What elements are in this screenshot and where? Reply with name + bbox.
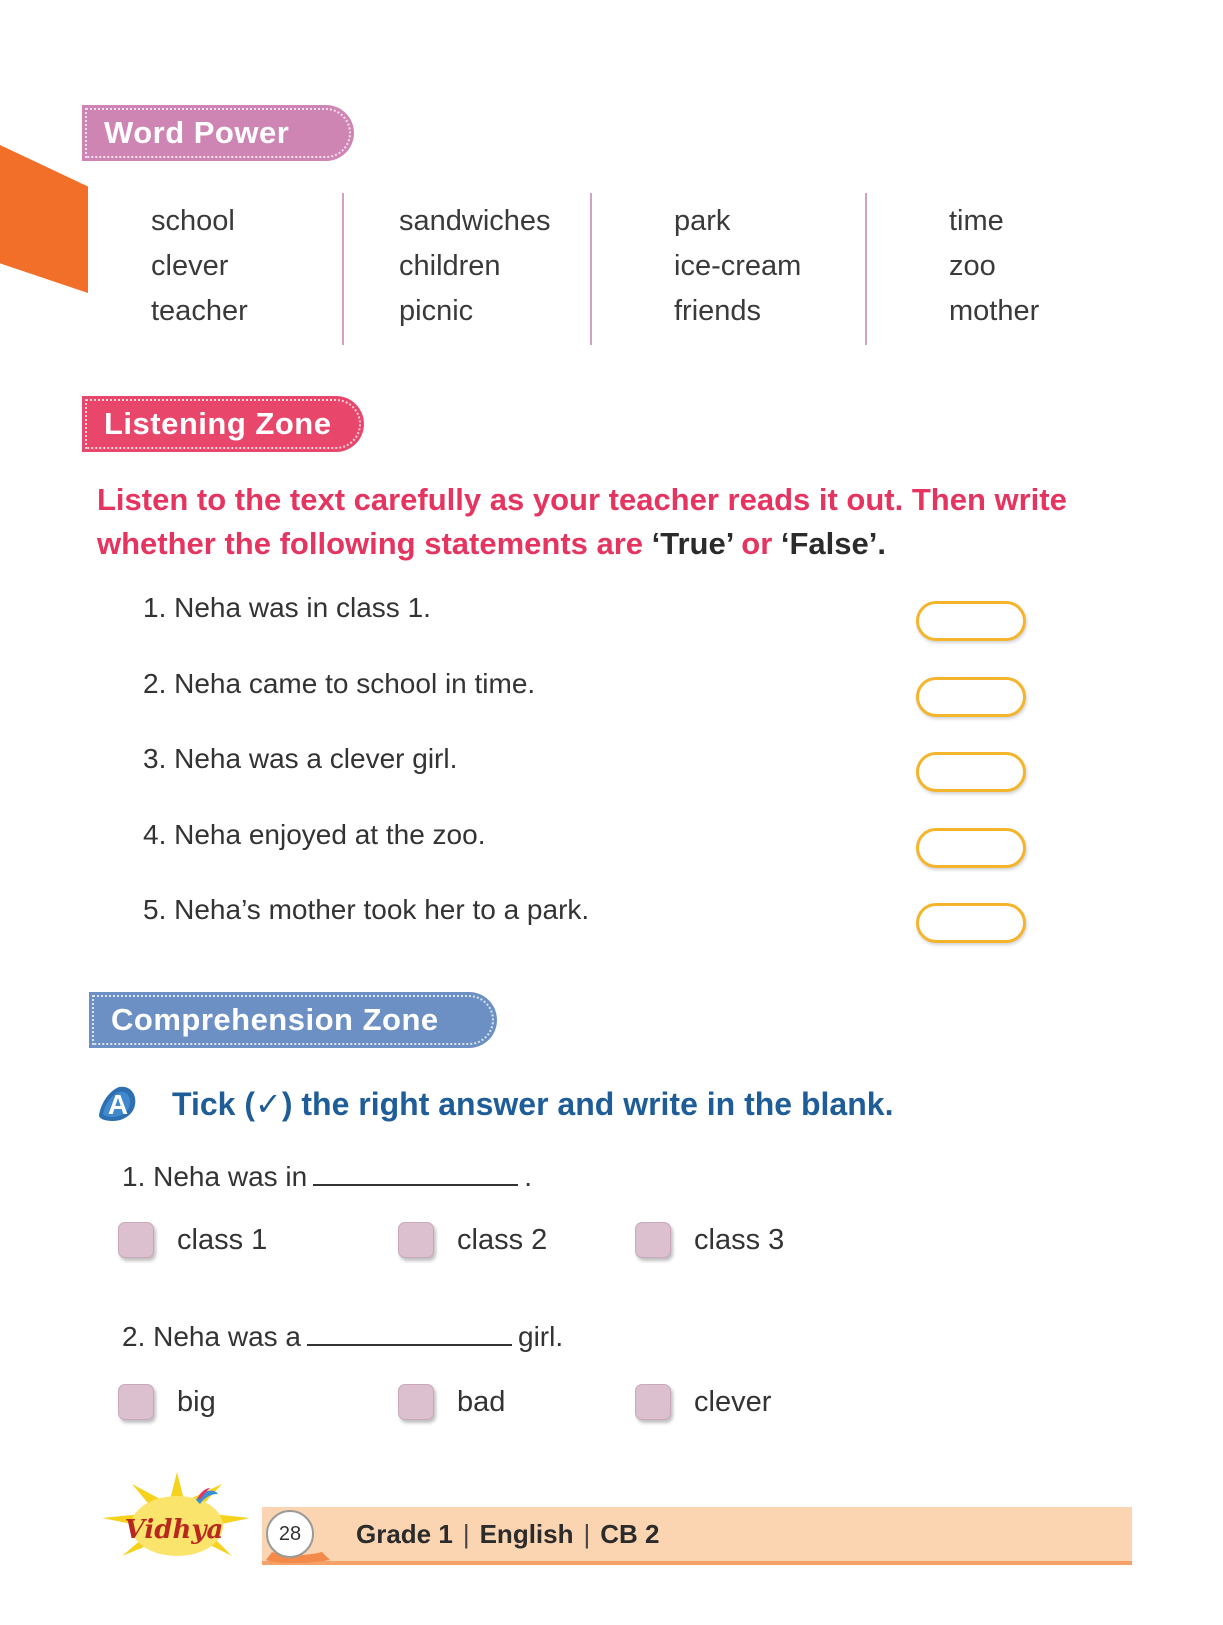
question-1-prefix: 1. Neha was in — [122, 1161, 308, 1192]
answer-box-4[interactable] — [916, 828, 1026, 868]
tick-instruction: Tick (✓) the right answer and write in the blank. — [172, 1086, 894, 1122]
word-column-3 — [592, 193, 867, 345]
orange-corner-decoration — [0, 145, 88, 293]
word: mother — [949, 295, 1040, 327]
footer-text — [356, 1519, 660, 1550]
logo-text: Vidhya — [124, 1515, 224, 1545]
word-column-2 — [344, 193, 592, 345]
false-word: ‘False’ — [780, 526, 878, 561]
q2-option-3[interactable] — [635, 1384, 771, 1420]
word-bank — [100, 193, 1140, 345]
option-label: class 3 — [694, 1223, 785, 1256]
q2-option-2[interactable] — [398, 1384, 505, 1420]
q2-option-1[interactable] — [118, 1384, 216, 1420]
instruction-text: Listen to the text carefully as your teacher reads it out. Then write whether the following statements are — [97, 482, 1067, 561]
checkbox[interactable] — [118, 1222, 154, 1258]
option-label: class 1 — [177, 1223, 268, 1256]
page-number: 28 — [266, 1510, 314, 1558]
question-1-suffix: . — [524, 1161, 532, 1192]
q1-option-2[interactable] — [398, 1222, 547, 1258]
word: children — [399, 250, 501, 282]
statement-3: 3. Neha was a clever girl. — [143, 743, 458, 774]
statement-1: 1. Neha was in class 1. — [143, 592, 431, 623]
word: school — [151, 205, 235, 237]
word: zoo — [949, 250, 996, 282]
true-word: ‘True’ — [651, 526, 733, 561]
instruction-period: . — [877, 526, 886, 561]
checkbox[interactable] — [398, 1222, 434, 1258]
checkbox[interactable] — [398, 1384, 434, 1420]
question-2 — [122, 1320, 563, 1353]
word-power-heading — [82, 105, 354, 161]
vidhya-logo — [92, 1470, 262, 1570]
word: friends — [674, 295, 762, 327]
statement-5: 5. Neha’s mother took her to a park. — [143, 894, 590, 925]
answer-box-5[interactable] — [916, 903, 1026, 943]
answer-box-1[interactable] — [916, 601, 1026, 641]
footer-subject: English — [479, 1519, 574, 1549]
word: picnic — [399, 295, 474, 327]
option-label: bad — [457, 1385, 506, 1418]
q1-option-1[interactable] — [118, 1222, 267, 1258]
checkbox[interactable] — [118, 1384, 154, 1420]
footer-book: CB 2 — [600, 1519, 660, 1549]
footer-separator: | — [583, 1519, 591, 1549]
question-1-blank[interactable] — [313, 1160, 518, 1186]
checkbox[interactable] — [635, 1384, 671, 1420]
word: sandwiches — [399, 205, 551, 237]
listening-zone-title: Listening Zone — [104, 406, 332, 441]
comprehension-zone-title: Comprehension Zone — [111, 1002, 439, 1037]
question-2-prefix: 2. Neha was a — [122, 1321, 301, 1352]
word: teacher — [151, 295, 248, 327]
statement-4: 4. Neha enjoyed at the zoo. — [143, 819, 486, 850]
listening-zone-heading — [82, 396, 364, 452]
word-column-1 — [100, 193, 344, 345]
word: ice-cream — [674, 250, 802, 282]
option-label: big — [177, 1385, 216, 1418]
word: time — [949, 205, 1004, 237]
badge-letter: A — [107, 1089, 129, 1120]
footer-separator: | — [462, 1519, 470, 1549]
question-2-blank[interactable] — [307, 1320, 512, 1346]
word: clever — [151, 250, 229, 282]
word-power-title: Word Power — [104, 115, 290, 150]
or-word: or — [732, 526, 781, 561]
option-label: clever — [694, 1385, 772, 1418]
footer-grade: Grade 1 — [356, 1519, 453, 1549]
question-1 — [122, 1160, 532, 1193]
section-a-badge-icon — [95, 1083, 139, 1123]
statement-2: 2. Neha came to school in time. — [143, 668, 536, 699]
answer-box-2[interactable] — [916, 677, 1026, 717]
answer-box-3[interactable] — [916, 752, 1026, 792]
word-column-4 — [867, 193, 1140, 345]
comprehension-zone-heading — [89, 992, 497, 1048]
question-2-suffix: girl. — [518, 1321, 564, 1352]
option-label: class 2 — [457, 1223, 548, 1256]
word: park — [674, 205, 731, 237]
q1-option-3[interactable] — [635, 1222, 784, 1258]
listening-instruction — [97, 478, 1177, 566]
checkbox[interactable] — [635, 1222, 671, 1258]
